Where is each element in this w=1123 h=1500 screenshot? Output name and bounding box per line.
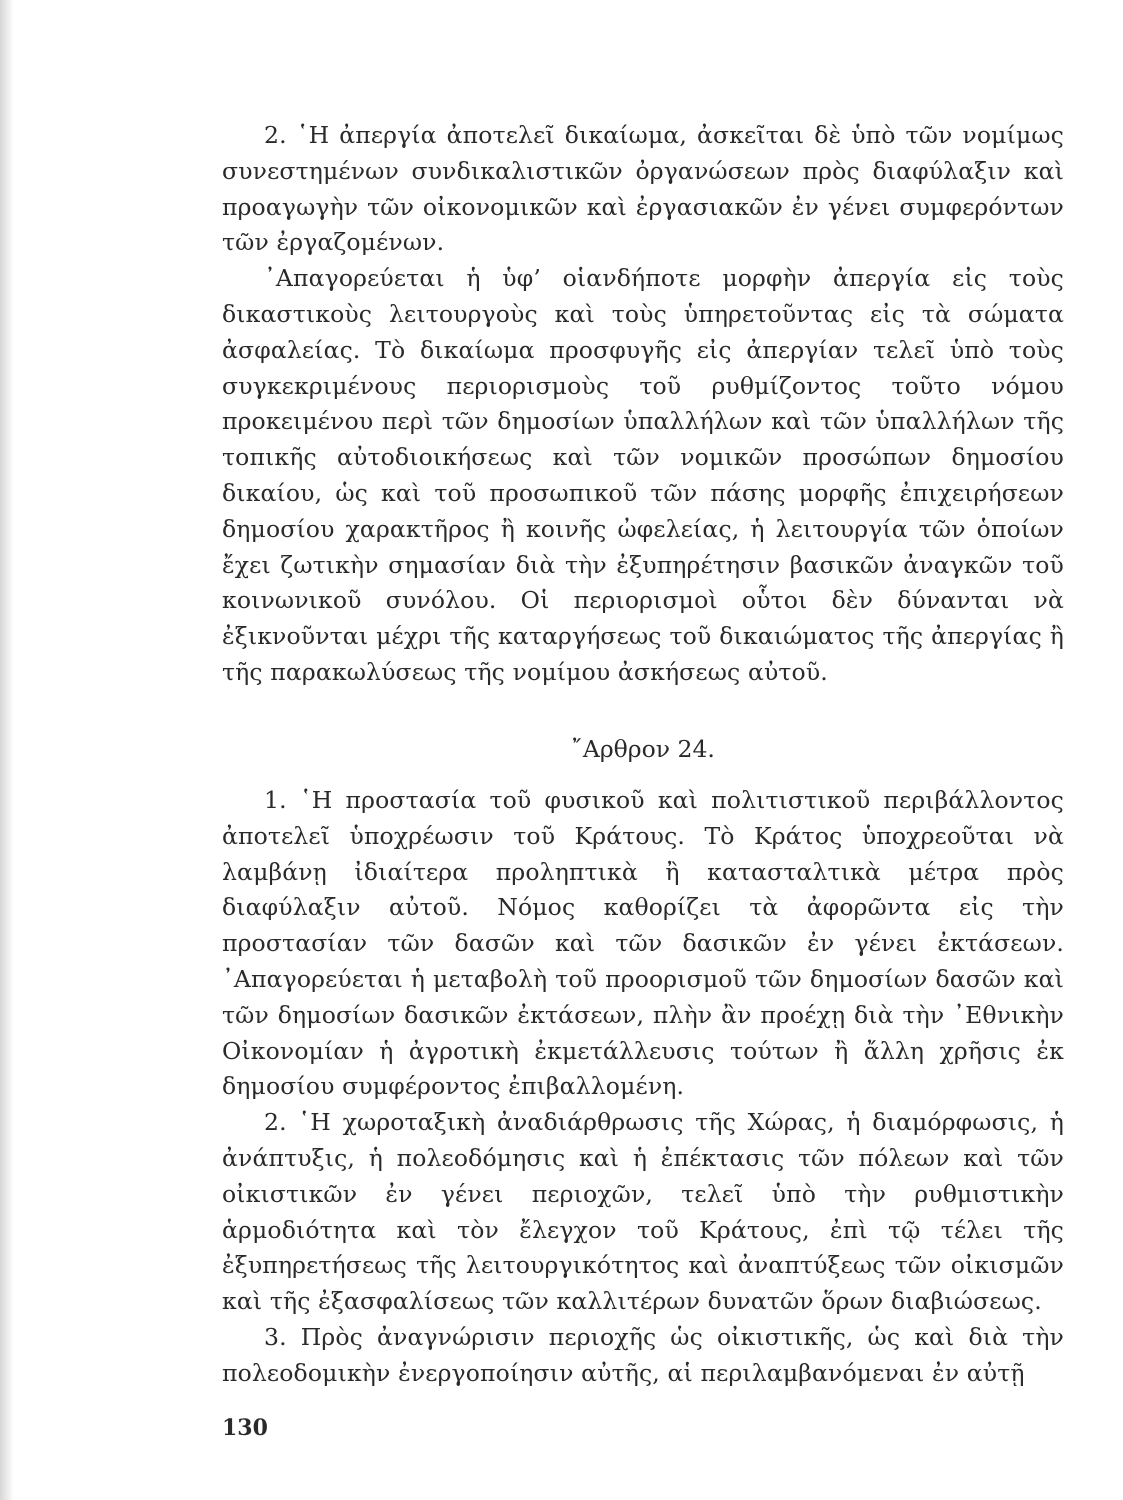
page-number: 130 [222,1415,268,1441]
article-23-paragraph-2-continued: ᾿Απαγορεύεται ἡ ὑφ’ οἱανδήποτε μορφὴν ἀπεργία εἰς τοὺς δικαστικοὺς λειτουργοὺς καὶ τοὺς ὑπηρετοῦντας εἰς τὰ σώματα ἀσφαλείας. Τὸ δικαίωμα προσφυγῆς εἰς ἀπεργίαν τελεῖ ὑπὸ τοὺς συγκεκριμένους περιορισμοὺς τοῦ ρυθμίζοντος τοῦτο νόμου προκειμένου περὶ τῶν δημοσίων ὑπαλλήλων καὶ τῶν ὑπαλλήλων τῆς τοπικῆς αὐτοδιοικήσεως καὶ τῶν νομικῶν προσώπων δημοσίου δικαίου, ὡς καὶ τοῦ προσωπικοῦ τῶν πάσης μορφῆς ἐπιχειρήσεων δημοσίου χαρακτῆρος ἢ κοινῆς ὠφελείας, ἡ λειτουργία τῶν ὁποίων ἔχει ζωτικὴν σημασίαν διὰ τὴν ἐξυπηρέτησιν βασικῶν ἀναγκῶν τοῦ κοινωνικοῦ συνόλου. Οἱ περιορισμοὶ οὗτοι δὲν δύνανται νὰ ἐξικνοῦνται μέχρι τῆς καταργήσεως τοῦ δικαιώματος τῆς ἀπεργίας ἢ τῆς παρακωλύσεως τῆς νομίμου ἀσκήσεως αὐτοῦ. [222,264,1064,686]
article-24-heading: ῎Αρθρον 24. [571,735,715,763]
article-23-continuation [222,118,1064,691]
article-24-paragraph-2: 2. ῾Η χωροταξικὴ ἀναδιάρθρωσις τῆς Χώρας, ἡ διαμόρφωσις, ἡ ἀνάπτυξις, ἡ πολεοδόμησις καὶ ἡ ἐπέκτασις τῶν πόλεων καὶ τῶν οἰκιστικῶν ἐν γένει περιοχῶν, τελεῖ ὑπὸ τὴν ρυθμιστικὴν ἁρμοδιότητα καὶ τὸν ἔλεγχον τοῦ Κράτους, ἐπὶ τῷ τέλει τῆς ἐξυπηρετήσεως τῆς λειτουργικότητος καὶ ἀναπτύξεως τῶν οἰκισμῶν καὶ τῆς ἐξασφαλίσεως τῶν καλλιτέρων δυνατῶν ὅρων διαβιώσεως. [222,1108,1064,1316]
article-24-paragraph-3: 3. Πρὸς ἀναγνώρισιν περιοχῆς ὡς οἰκιστικῆς, ὡς καὶ διὰ τὴν πολεοδομικὴν ἐνεργοποίησιν αὐτῆς, αἱ περιλαμβανόμεναι ἐν αὐτῇ [222,1322,1064,1387]
article-24-paragraph-1: 1. ῾Η προστασία τοῦ φυσικοῦ καὶ πολιτιστικοῦ περιβάλλοντος ἀποτελεῖ ὑποχρέωσιν τοῦ Κράτους. Τὸ Κράτος ὑποχρεοῦται νὰ λαμβάνῃ ἰδιαίτερα προληπτικὰ ἢ κατασταλτικὰ μέτρα πρὸς διαφύλαξιν αὐτοῦ. Νόμος καθορίζει τὰ ἀφορῶντα εἰς τὴν προστασίαν τῶν δασῶν καὶ τῶν δασικῶν ἐν γένει ἐκτάσεων. ᾿Απαγορεύεται ἡ μεταβολὴ τοῦ προορισμοῦ τῶν δημοσίων δασῶν καὶ τῶν δημοσίων δασικῶν ἐκτάσεων, πλὴν ἂν προέχῃ διὰ τὴν ᾿Εθνικὴν Οἰκονομίαν ἡ ἀγροτικὴ ἐκμετάλλευσις τούτων ἢ ἄλλη χρῆσις ἐκ δημοσίου συμφέροντος ἐπιβαλλομένη. [222,786,1064,1101]
page-gutter-shadow [0,0,14,1500]
article-24-body [222,783,1064,1392]
article-23-paragraph-2: 2. ῾Η ἀπεργία ἀποτελεῖ δικαίωμα, ἀσκεῖται δὲ ὑπὸ τῶν νομίμως συνεστημένων συνδικαλιστικῶν ὀργανώσεων πρὸς διαφύλαξιν καὶ προαγωγὴν τῶν οἰκονομικῶν καὶ ἐργασιακῶν ἐν γένει συμφερόντων τῶν ἐργαζομένων. [222,121,1064,257]
